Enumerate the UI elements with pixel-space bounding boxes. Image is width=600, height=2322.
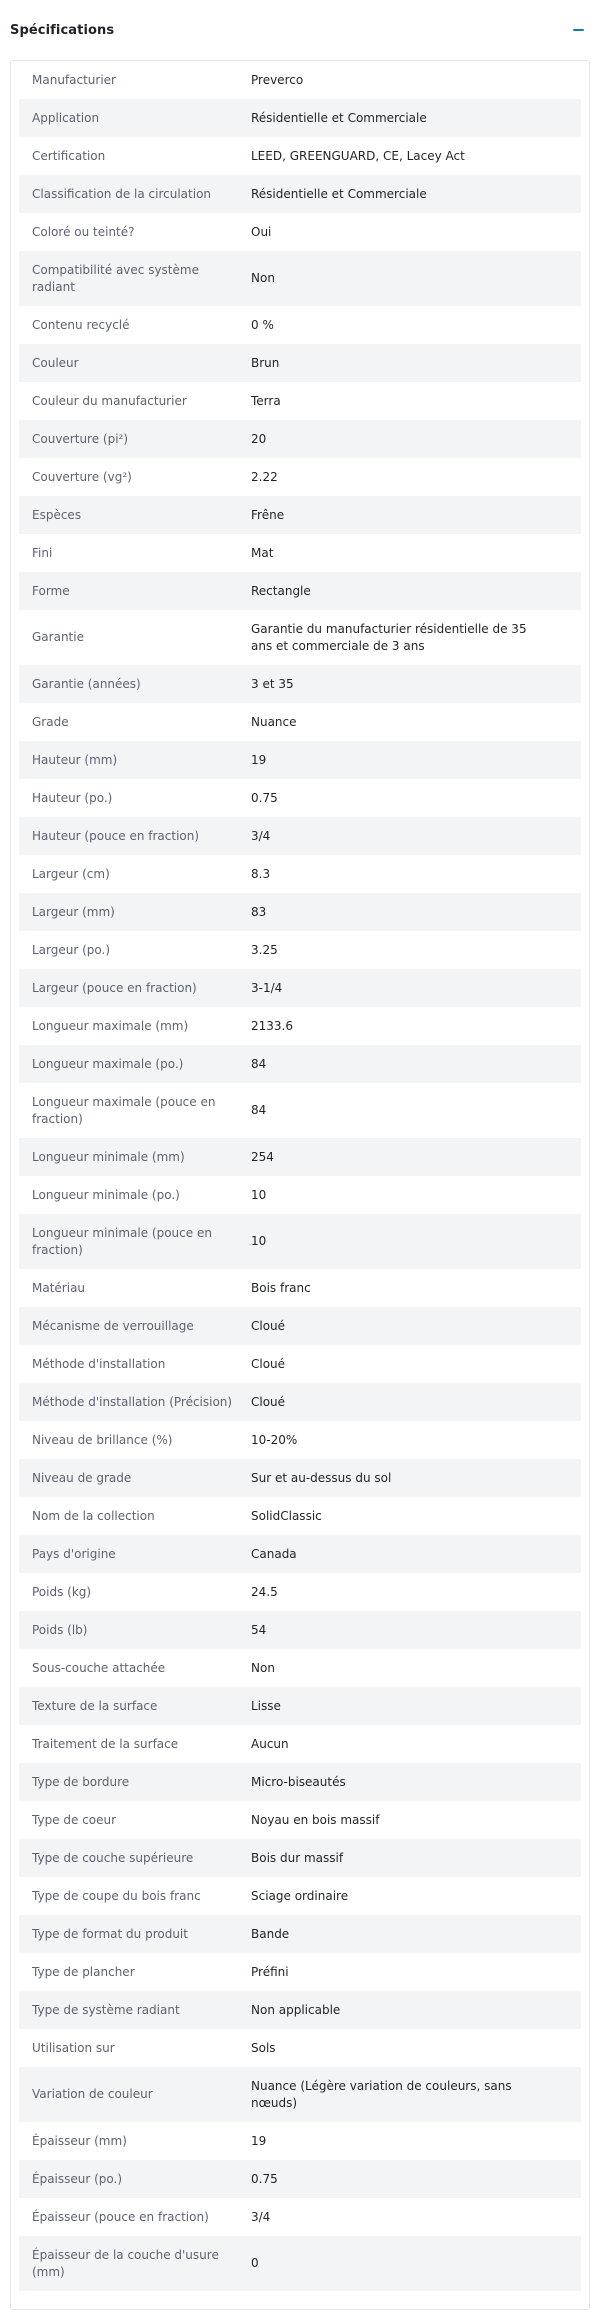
- spec-row: [19, 2198, 581, 2236]
- collapse-toggle-button[interactable]: [568, 20, 588, 40]
- spec-label: Pays d'origine: [32, 1546, 116, 1561]
- spec-label: Type de couche supérieure: [32, 1850, 194, 1865]
- spec-row: [19, 496, 581, 534]
- spec-row: [19, 213, 581, 251]
- section-title: Spécifications: [10, 22, 115, 38]
- spec-label: Largeur (po.): [32, 942, 111, 957]
- spec-row: [19, 703, 581, 741]
- spec-label: Traitement de la surface: [32, 1736, 179, 1751]
- spec-value: 54: [251, 1622, 267, 1637]
- spec-value: 2133.6: [251, 1018, 293, 1033]
- specifications-table: [10, 60, 590, 2310]
- spec-value: Sols: [251, 2040, 276, 2055]
- spec-value: 254: [251, 1149, 274, 1164]
- spec-label: Couverture (vg²): [32, 469, 132, 484]
- spec-value: Résidentielle et Commerciale: [251, 186, 427, 201]
- spec-row: [19, 931, 581, 969]
- spec-value: Non: [251, 1660, 275, 1675]
- spec-value: Bois franc: [251, 1280, 311, 1295]
- spec-label: Longueur minimale (mm): [32, 1149, 185, 1164]
- spec-row: [19, 1083, 581, 1138]
- spec-label: Espèces: [32, 507, 82, 522]
- spec-row: [19, 99, 581, 137]
- spec-row: [19, 1877, 581, 1915]
- spec-row: [19, 1649, 581, 1687]
- spec-value: Preverco: [251, 72, 304, 87]
- spec-label: Longueur minimale (pouce en fraction): [32, 1225, 212, 1257]
- spec-label: Forme: [32, 583, 70, 598]
- spec-label: Matériau: [32, 1280, 86, 1295]
- spec-label: Hauteur (po.): [32, 790, 113, 805]
- spec-label: Épaisseur (pouce en fraction): [32, 2209, 209, 2224]
- spec-label: Hauteur (pouce en fraction): [32, 828, 200, 843]
- spec-row: [19, 1383, 581, 1421]
- spec-value: Rectangle: [251, 583, 311, 598]
- spec-value: Cloué: [251, 1356, 286, 1371]
- spec-label: Longueur maximale (mm): [32, 1018, 189, 1033]
- spec-row: [19, 1007, 581, 1045]
- spec-row: [19, 382, 581, 420]
- spec-row: [19, 779, 581, 817]
- spec-label: Longueur maximale (po.): [32, 1056, 184, 1071]
- spec-value: Bois dur massif: [251, 1850, 344, 1865]
- spec-row: [19, 1687, 581, 1725]
- spec-label: Grade: [32, 714, 69, 729]
- spec-value: Non applicable: [251, 2002, 341, 2017]
- spec-value: Oui: [251, 224, 272, 239]
- spec-row: [19, 1839, 581, 1877]
- spec-value: Mat: [251, 545, 274, 560]
- spec-value: Cloué: [251, 1394, 286, 1409]
- spec-label: Largeur (pouce en fraction): [32, 980, 197, 995]
- spec-value: 19: [251, 2133, 267, 2148]
- spec-row: [19, 741, 581, 779]
- spec-label: Mécanisme de verrouillage: [32, 1318, 194, 1333]
- spec-label: Coloré ou teinté?: [32, 224, 135, 239]
- spec-label: Couleur: [32, 355, 79, 370]
- spec-value: Sur et au-dessus du sol: [251, 1470, 392, 1485]
- spec-row: [19, 1953, 581, 1991]
- spec-row: [19, 1176, 581, 1214]
- spec-label: Classification de la circulation: [32, 186, 212, 201]
- spec-row: [19, 855, 581, 893]
- spec-row: [19, 61, 581, 99]
- spec-value: Non: [251, 271, 275, 285]
- spec-label: Texture de la surface: [32, 1698, 158, 1713]
- spec-label: Niveau de grade: [32, 1470, 132, 1485]
- spec-value: Canada: [251, 1546, 297, 1561]
- spec-row: [19, 1345, 581, 1383]
- spec-row: [19, 1421, 581, 1459]
- spec-label: Fini: [32, 545, 53, 560]
- spec-label: Nom de la collection: [32, 1508, 155, 1523]
- spec-label: Poids (kg): [32, 1584, 92, 1599]
- spec-label: Garantie: [32, 630, 84, 644]
- spec-value: 3.25: [251, 942, 278, 957]
- spec-label: Application: [32, 110, 100, 125]
- spec-value: 24.5: [251, 1584, 278, 1599]
- spec-label: Largeur (cm): [32, 866, 110, 881]
- spec-value: 2.22: [251, 469, 278, 484]
- spec-label: Garantie (années): [32, 676, 141, 691]
- spec-value: 8.3: [251, 866, 271, 881]
- spec-label: Type de coupe du bois franc: [32, 1888, 201, 1903]
- spec-value: Lisse: [251, 1698, 281, 1713]
- spec-label: Contenu recyclé: [32, 317, 130, 332]
- spec-row: [19, 572, 581, 610]
- spec-row: [19, 1269, 581, 1307]
- spec-row: [19, 2067, 581, 2122]
- spec-row: [19, 1138, 581, 1176]
- spec-value: Résidentielle et Commerciale: [251, 110, 427, 125]
- spec-value: 3-1/4: [251, 980, 283, 995]
- spec-row: [19, 1801, 581, 1839]
- spec-value: Brun: [251, 355, 280, 370]
- spec-value: Frêne: [251, 507, 285, 522]
- spec-row: [19, 1611, 581, 1649]
- spec-row: [19, 1573, 581, 1611]
- spec-label: Épaisseur de la couche d'usure (mm): [32, 2247, 219, 2279]
- spec-label: Épaisseur (po.): [32, 2171, 123, 2186]
- spec-label: Longueur minimale (po.): [32, 1187, 180, 1202]
- spec-row: [19, 420, 581, 458]
- spec-row: [19, 2122, 581, 2160]
- spec-row: [19, 1763, 581, 1801]
- spec-row: [19, 2029, 581, 2067]
- spec-value: 83: [251, 904, 267, 919]
- spec-label: Variation de couleur: [32, 2087, 153, 2101]
- spec-value: 20: [251, 431, 267, 446]
- spec-value: Sciage ordinaire: [251, 1888, 349, 1903]
- spec-row: [19, 458, 581, 496]
- spec-row: [19, 2160, 581, 2198]
- spec-row: [19, 137, 581, 175]
- spec-row: [19, 1991, 581, 2029]
- spec-value: Bande: [251, 1926, 290, 1941]
- spec-value: Micro-biseautés: [251, 1774, 346, 1789]
- spec-value: Noyau en bois massif: [251, 1812, 380, 1827]
- spec-value: 0.75: [251, 790, 278, 805]
- spec-value: 0: [251, 2256, 259, 2270]
- spec-value: 0.75: [251, 2171, 278, 2186]
- spec-row: [19, 306, 581, 344]
- spec-value: 19: [251, 752, 267, 767]
- spec-row: [19, 534, 581, 572]
- spec-value: SolidClassic: [251, 1508, 322, 1523]
- spec-label: Type de format du produit: [32, 1926, 188, 1941]
- minus-icon: [573, 29, 584, 31]
- spec-label: Largeur (mm): [32, 904, 115, 919]
- spec-label: Épaisseur (mm): [32, 2133, 127, 2148]
- spec-label: Sous-couche attachée: [32, 1660, 166, 1675]
- spec-row: [19, 1725, 581, 1763]
- spec-value: 84: [251, 1103, 267, 1117]
- spec-row: [19, 817, 581, 855]
- spec-row: [19, 175, 581, 213]
- spec-value: 10: [251, 1234, 267, 1248]
- spec-label: Certification: [32, 148, 106, 163]
- spec-label: Type de bordure: [32, 1774, 130, 1789]
- spec-row: [19, 969, 581, 1007]
- spec-label: Manufacturier: [32, 72, 116, 87]
- spec-label: Méthode d'installation: [32, 1356, 166, 1371]
- spec-label: Méthode d'installation (Précision): [32, 1394, 233, 1409]
- spec-value: Garantie du manufacturier résidentielle de 35 ans et commerciale de 3 ans: [251, 621, 527, 653]
- spec-label: Couleur du manufacturier: [32, 393, 187, 408]
- spec-row: [19, 610, 581, 665]
- spec-value: 84: [251, 1056, 267, 1071]
- spec-label: Type de plancher: [32, 1964, 135, 1979]
- spec-row: [19, 251, 581, 306]
- spec-value: Cloué: [251, 1318, 286, 1333]
- spec-value: 3/4: [251, 2209, 271, 2224]
- spec-label: Compatibilité avec système radiant: [32, 262, 199, 294]
- spec-value: 3/4: [251, 828, 271, 843]
- spec-row: [19, 1459, 581, 1497]
- spec-value: Nuance: [251, 714, 297, 729]
- spec-row: [19, 1307, 581, 1345]
- spec-value: 10: [251, 1187, 267, 1202]
- spec-row: [19, 1214, 581, 1269]
- spec-label: Poids (lb): [32, 1622, 88, 1637]
- spec-label: Niveau de brillance (%): [32, 1432, 173, 1447]
- spec-value: 10-20%: [251, 1432, 298, 1447]
- spec-label: Hauteur (mm): [32, 752, 118, 767]
- spec-row: [19, 1915, 581, 1953]
- spec-label: Longueur maximale (pouce en fraction): [32, 1094, 216, 1126]
- spec-value: LEED, GREENGUARD, CE, Lacey Act: [251, 148, 465, 163]
- spec-label: Type de système radiant: [32, 2002, 180, 2017]
- spec-label: Utilisation sur: [32, 2040, 115, 2055]
- spec-label: Type de coeur: [32, 1812, 117, 1827]
- spec-label: Couverture (pi²): [32, 431, 129, 446]
- spec-row: [19, 893, 581, 931]
- spec-value: 3 et 35: [251, 676, 294, 691]
- spec-row: [19, 1535, 581, 1573]
- spec-row: [19, 665, 581, 703]
- spec-value: Aucun: [251, 1736, 289, 1751]
- spec-row: [19, 1045, 581, 1083]
- spec-row: [19, 2236, 581, 2291]
- spec-value: Nuance (Légère variation de couleurs, sans nœuds): [251, 2078, 512, 2110]
- spec-value: Préfini: [251, 1964, 289, 1979]
- spec-row: [19, 344, 581, 382]
- spec-row: [19, 1497, 581, 1535]
- spec-value: Terra: [251, 393, 281, 408]
- specifications-header[interactable]: [0, 0, 600, 60]
- spec-value: 0 %: [251, 317, 274, 332]
